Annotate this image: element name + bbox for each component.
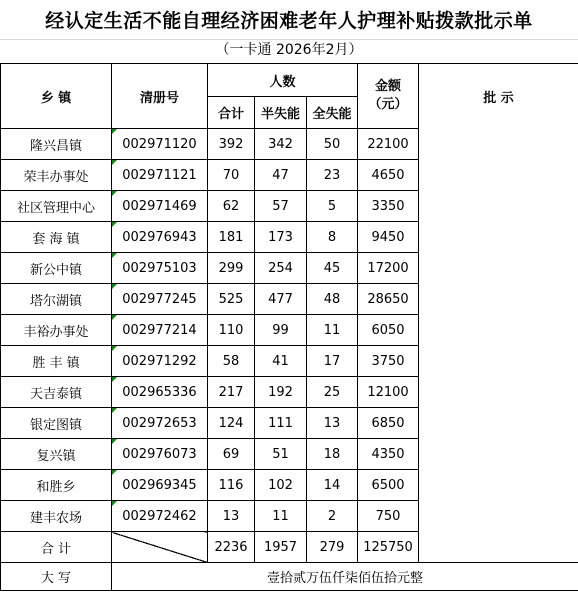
amount-cell[interactable]: 12100 — [358, 377, 419, 408]
town-cell[interactable]: 胜 丰 镇 — [1, 346, 112, 377]
code-cell[interactable]: 002976073 — [112, 439, 208, 470]
total-cell[interactable]: 62 — [208, 191, 255, 222]
full-cell[interactable]: 5 — [307, 191, 358, 222]
half-cell[interactable]: 11 — [255, 501, 307, 532]
code-cell[interactable]: 002972462 — [112, 501, 208, 532]
code-cell[interactable]: 002972653 — [112, 408, 208, 439]
amount-cell[interactable]: 28650 — [358, 284, 419, 315]
half-cell[interactable]: 254 — [255, 253, 307, 284]
total-cell[interactable]: 70 — [208, 160, 255, 191]
town-cell[interactable]: 天吉泰镇 — [1, 377, 112, 408]
town-cell[interactable]: 银定图镇 — [1, 408, 112, 439]
full-cell[interactable]: 25 — [307, 377, 358, 408]
header-full[interactable]: 全失能 — [307, 97, 358, 129]
amount-cell[interactable]: 4350 — [358, 439, 419, 470]
half-cell[interactable]: 342 — [255, 129, 307, 160]
code-cell[interactable]: 002971292 — [112, 346, 208, 377]
full-cell[interactable]: 8 — [307, 222, 358, 253]
half-cell[interactable]: 99 — [255, 315, 307, 346]
amount-cell[interactable]: 6500 — [358, 470, 419, 501]
full-cell[interactable]: 17 — [307, 346, 358, 377]
half-cell[interactable]: 192 — [255, 377, 307, 408]
allocation-table — [0, 63, 578, 591]
totals-half[interactable]: 1957 — [255, 532, 307, 563]
totals-label[interactable]: 合 计 — [1, 532, 112, 563]
amount-cell[interactable]: 6850 — [358, 408, 419, 439]
capital-value[interactable]: 壹拾贰万伍仟柒佰伍拾元整 — [112, 563, 578, 591]
amount-cell[interactable]: 3750 — [358, 346, 419, 377]
total-cell[interactable]: 299 — [208, 253, 255, 284]
town-cell[interactable]: 丰裕办事处 — [1, 315, 112, 346]
code-cell[interactable]: 002971469 — [112, 191, 208, 222]
header-people[interactable]: 人数 — [208, 64, 358, 97]
full-cell[interactable]: 48 — [307, 284, 358, 315]
totals-code-empty[interactable] — [112, 532, 208, 563]
code-cell[interactable]: 002976943 — [112, 222, 208, 253]
document-title: 经认定生活不能自理经济困难老年人护理补贴拨款批示单 — [45, 10, 533, 32]
half-cell[interactable]: 477 — [255, 284, 307, 315]
totals-total[interactable]: 2236 — [208, 532, 255, 563]
full-cell[interactable]: 50 — [307, 129, 358, 160]
town-cell[interactable]: 和胜乡 — [1, 470, 112, 501]
header-amount-label: 金额（元） — [368, 79, 408, 112]
total-cell[interactable]: 58 — [208, 346, 255, 377]
full-cell[interactable]: 18 — [307, 439, 358, 470]
total-cell[interactable]: 525 — [208, 284, 255, 315]
town-cell[interactable]: 建丰农场 — [1, 501, 112, 532]
full-cell[interactable]: 45 — [307, 253, 358, 284]
code-cell[interactable]: 002971120 — [112, 129, 208, 160]
half-cell[interactable]: 47 — [255, 160, 307, 191]
header-amount[interactable] — [358, 64, 419, 129]
total-cell[interactable]: 69 — [208, 439, 255, 470]
approval-cell[interactable] — [419, 64, 578, 563]
amount-cell[interactable]: 17200 — [358, 253, 419, 284]
town-cell[interactable]: 套 海 镇 — [1, 222, 112, 253]
amount-cell[interactable]: 3350 — [358, 191, 419, 222]
total-cell[interactable]: 110 — [208, 315, 255, 346]
town-cell[interactable]: 新公中镇 — [1, 253, 112, 284]
amount-cell[interactable]: 6050 — [358, 315, 419, 346]
full-cell[interactable]: 2 — [307, 501, 358, 532]
total-cell[interactable]: 116 — [208, 470, 255, 501]
full-cell[interactable]: 13 — [307, 408, 358, 439]
amount-cell[interactable]: 4650 — [358, 160, 419, 191]
code-cell[interactable]: 002977214 — [112, 315, 208, 346]
header-approval: 批 示 — [483, 91, 514, 106]
code-cell[interactable]: 002975103 — [112, 253, 208, 284]
amount-cell[interactable]: 750 — [358, 501, 419, 532]
totals-full[interactable]: 279 — [307, 532, 358, 563]
half-cell[interactable]: 102 — [255, 470, 307, 501]
header-town[interactable]: 乡 镇 — [1, 64, 112, 129]
town-cell[interactable]: 荣丰办事处 — [1, 160, 112, 191]
half-cell[interactable]: 111 — [255, 408, 307, 439]
total-cell[interactable]: 392 — [208, 129, 255, 160]
code-cell[interactable]: 002969345 — [112, 470, 208, 501]
header-total[interactable]: 合计 — [208, 97, 255, 129]
half-cell[interactable]: 51 — [255, 439, 307, 470]
document-subtitle: （一卡通 2026年2月） — [215, 42, 363, 58]
town-cell[interactable]: 社区管理中心 — [1, 191, 112, 222]
full-cell[interactable]: 14 — [307, 470, 358, 501]
town-cell[interactable]: 塔尔湖镇 — [1, 284, 112, 315]
half-cell[interactable]: 41 — [255, 346, 307, 377]
code-cell[interactable]: 002971121 — [112, 160, 208, 191]
full-cell[interactable]: 11 — [307, 315, 358, 346]
full-cell[interactable]: 23 — [307, 160, 358, 191]
half-cell[interactable]: 173 — [255, 222, 307, 253]
amount-cell[interactable]: 22100 — [358, 129, 419, 160]
totals-amount[interactable]: 125750 — [358, 532, 419, 563]
header-code[interactable]: 清册号 — [112, 64, 208, 129]
amount-cell[interactable]: 9450 — [358, 222, 419, 253]
capital-row — [1, 563, 578, 591]
total-cell[interactable]: 217 — [208, 377, 255, 408]
town-cell[interactable]: 复兴镇 — [1, 439, 112, 470]
total-cell[interactable]: 181 — [208, 222, 255, 253]
half-cell[interactable]: 57 — [255, 191, 307, 222]
town-cell[interactable]: 隆兴昌镇 — [1, 129, 112, 160]
header-half[interactable]: 半失能 — [255, 97, 307, 129]
code-cell[interactable]: 002965336 — [112, 377, 208, 408]
capital-label[interactable]: 大 写 — [1, 563, 112, 591]
total-cell[interactable]: 13 — [208, 501, 255, 532]
code-cell[interactable]: 002977245 — [112, 284, 208, 315]
total-cell[interactable]: 124 — [208, 408, 255, 439]
